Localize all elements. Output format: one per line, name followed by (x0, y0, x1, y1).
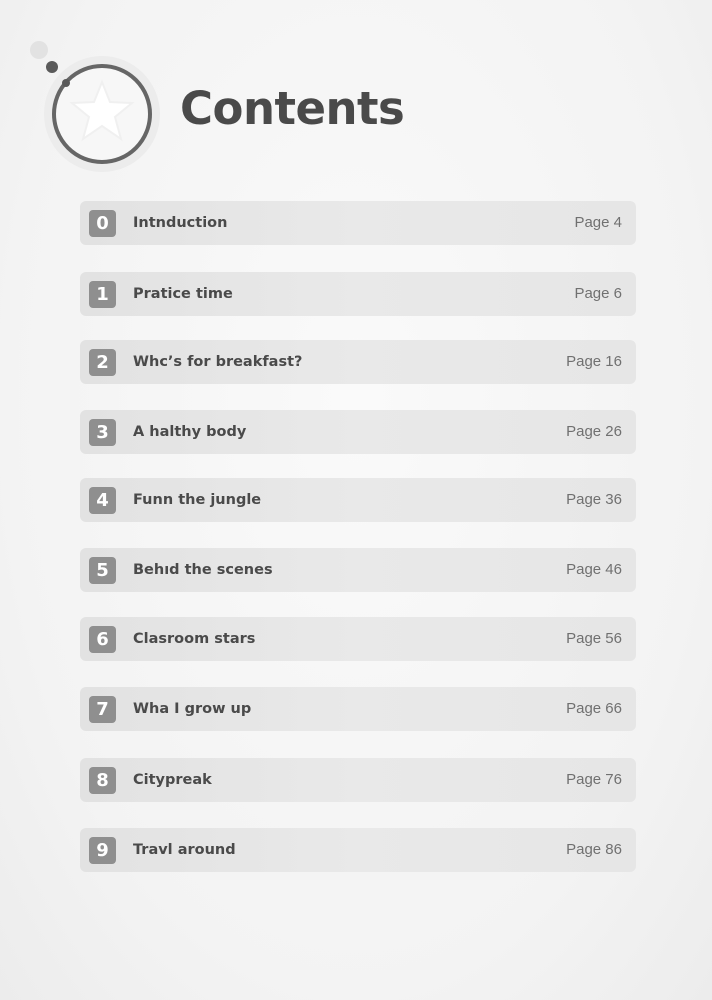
unit-number-badge: 8 (89, 767, 116, 794)
page-number: Page 16 (566, 353, 622, 370)
page-number: Page 26 (566, 423, 622, 440)
page-number: Page 46 (566, 561, 622, 578)
unit-number-badge: 9 (89, 837, 116, 864)
page-number: Page 4 (574, 214, 622, 231)
unit-title: Whc’s for breakfast? (133, 354, 303, 370)
unit-title: Behıd the scenes (133, 562, 273, 578)
star-orbit-logo-icon (26, 36, 176, 186)
toc-row-unit-0[interactable] (80, 201, 636, 245)
toc-row-unit-8[interactable] (80, 758, 636, 802)
page-number: Page 36 (566, 491, 622, 508)
toc-row-unit-7[interactable] (80, 687, 636, 731)
unit-title: Travl around (133, 842, 236, 858)
unit-title: Citypreak (133, 772, 212, 788)
toc-row-unit-1[interactable] (80, 272, 636, 316)
toc-row-unit-3[interactable] (80, 410, 636, 454)
unit-number-badge: 0 (89, 210, 116, 237)
toc-row-unit-9[interactable] (80, 828, 636, 872)
unit-number-badge: 1 (89, 281, 116, 308)
page-number: Page 56 (566, 630, 622, 647)
page-number: Page 86 (566, 841, 622, 858)
toc-row-unit-6[interactable] (80, 617, 636, 661)
page-number: Page 66 (566, 700, 622, 717)
unit-number-badge: 2 (89, 349, 116, 376)
unit-title: A halthy body (133, 424, 247, 440)
toc-row-unit-4[interactable] (80, 478, 636, 522)
unit-title: Funn the jungle (133, 492, 262, 508)
toc-row-unit-2[interactable] (80, 340, 636, 384)
unit-number-badge: 3 (89, 419, 116, 446)
page-title: Contents (180, 82, 405, 135)
unit-title: Clasroom stars (133, 631, 256, 647)
toc-row-unit-5[interactable] (80, 548, 636, 592)
unit-number-badge: 7 (89, 696, 116, 723)
unit-number-badge: 5 (89, 557, 116, 584)
unit-number-badge: 4 (89, 487, 116, 514)
page-number: Page 6 (574, 285, 622, 302)
page-number: Page 76 (566, 771, 622, 788)
unit-title: Wha I grow up (133, 701, 252, 717)
unit-title: Pratice time (133, 286, 233, 302)
unit-title: Intnduction (133, 215, 228, 231)
unit-number-badge: 6 (89, 626, 116, 653)
